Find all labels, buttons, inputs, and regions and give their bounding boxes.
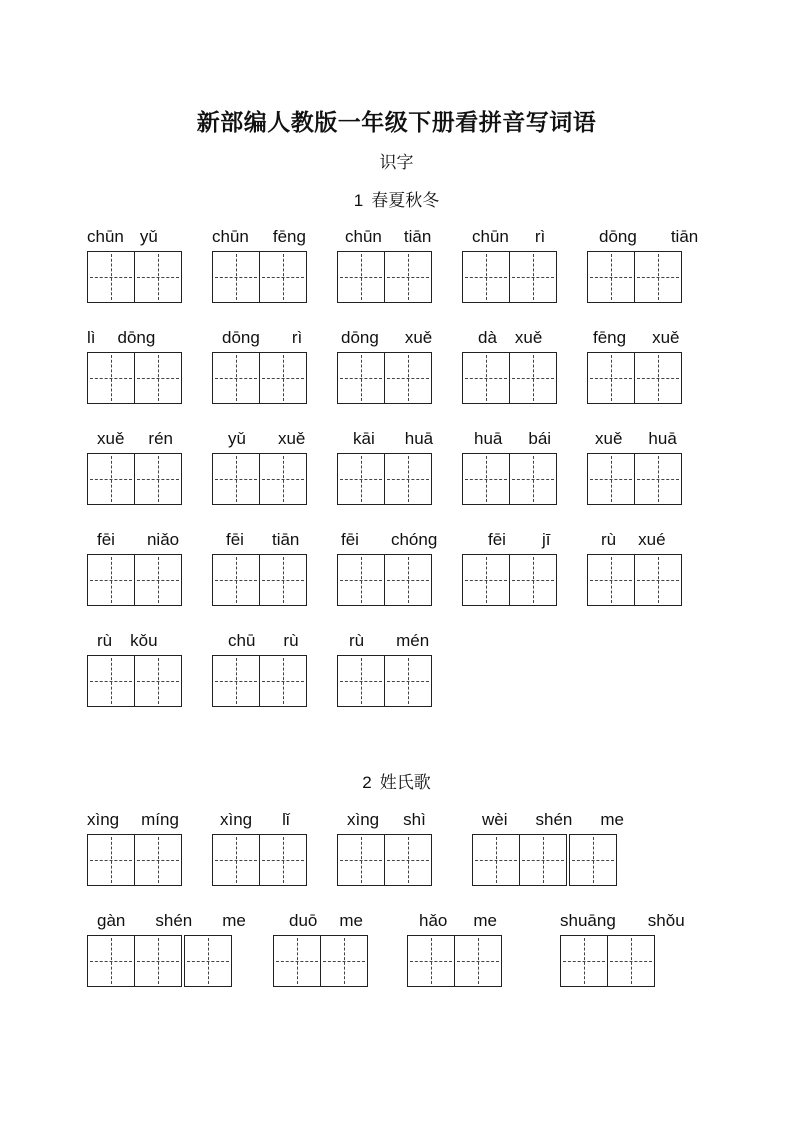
writing-box[interactable] xyxy=(259,352,307,404)
pinyin xyxy=(337,327,432,349)
writing-grid xyxy=(87,453,182,505)
pinyin-syllable: shuāng xyxy=(560,911,616,930)
pinyin xyxy=(462,226,545,248)
writing-box[interactable] xyxy=(384,834,432,886)
pinyin xyxy=(87,529,179,551)
writing-grid xyxy=(587,453,682,505)
pinyin xyxy=(587,428,677,450)
writing-grid xyxy=(587,251,682,303)
pinyin xyxy=(462,327,542,349)
pinyin-syllable: huā xyxy=(404,429,434,448)
writing-box[interactable] xyxy=(560,935,608,987)
lesson-number: 2 xyxy=(362,773,372,792)
writing-box[interactable] xyxy=(587,453,635,505)
writing-grid xyxy=(212,554,307,606)
writing-box[interactable] xyxy=(634,251,682,303)
pinyin-syllable: wèi xyxy=(482,810,508,829)
pinyin-syllable: rù xyxy=(97,631,113,650)
pinyin xyxy=(587,226,698,248)
writing-box[interactable] xyxy=(212,251,260,303)
pinyin-syllable: xìng xyxy=(347,810,380,829)
pinyin xyxy=(560,910,685,932)
pinyin-syllable: rén xyxy=(148,429,173,448)
pinyin-syllable: dōng xyxy=(341,328,379,347)
pinyin-syllable: huā xyxy=(648,429,677,448)
writing-box[interactable] xyxy=(134,251,182,303)
writing-grid xyxy=(462,554,557,606)
pinyin-syllable: fēi xyxy=(341,530,359,549)
pinyin-syllable: dà xyxy=(478,328,497,347)
writing-grid xyxy=(407,935,502,987)
pinyin-syllable: xuě xyxy=(97,429,125,448)
writing-grid xyxy=(87,834,182,886)
writing-box[interactable] xyxy=(454,935,502,987)
pinyin xyxy=(472,809,624,831)
pinyin-syllable: rì xyxy=(534,227,546,246)
pinyin-syllable: shén xyxy=(155,911,193,930)
pinyin-syllable: huā xyxy=(474,429,503,448)
writing-box[interactable] xyxy=(87,655,135,707)
pinyin-syllable: xìng xyxy=(220,810,253,829)
writing-grid xyxy=(337,834,432,886)
writing-grid xyxy=(337,453,432,505)
pinyin xyxy=(337,630,429,652)
writing-box[interactable] xyxy=(384,453,432,505)
pinyin-syllable: duō xyxy=(289,911,318,930)
writing-box[interactable] xyxy=(462,251,510,303)
pinyin-syllable: lì xyxy=(87,328,96,347)
writing-box[interactable] xyxy=(259,251,307,303)
pinyin-syllable: tiān xyxy=(403,227,432,246)
pinyin-syllable: xuě xyxy=(404,328,433,347)
pinyin-syllable: fēi xyxy=(97,530,115,549)
pinyin-syllable: rù xyxy=(349,631,365,650)
writing-box[interactable] xyxy=(337,251,385,303)
pinyin-syllable: fēi xyxy=(488,530,506,549)
writing-box[interactable] xyxy=(134,554,182,606)
writing-box[interactable] xyxy=(337,352,385,404)
writing-grid xyxy=(87,935,232,987)
pinyin-syllable: chóng xyxy=(390,530,438,549)
writing-box[interactable] xyxy=(587,251,635,303)
pinyin-syllable: rù xyxy=(601,530,617,549)
writing-box[interactable] xyxy=(259,834,307,886)
writing-box[interactable] xyxy=(212,834,260,886)
pinyin-syllable: me xyxy=(222,911,246,930)
writing-grid xyxy=(337,554,432,606)
pinyin-syllable: shǒu xyxy=(647,911,685,930)
writing-box[interactable] xyxy=(519,834,567,886)
pinyin-syllable: fēi xyxy=(226,530,244,549)
writing-box[interactable] xyxy=(607,935,655,987)
pinyin xyxy=(87,910,246,932)
pinyin-syllable: kǒu xyxy=(130,631,158,650)
pinyin xyxy=(212,630,299,652)
writing-box[interactable] xyxy=(337,554,385,606)
pinyin-syllable: gàn xyxy=(97,911,126,930)
writing-box[interactable] xyxy=(87,554,135,606)
writing-box[interactable] xyxy=(134,352,182,404)
writing-box[interactable] xyxy=(384,554,432,606)
pinyin xyxy=(212,327,302,349)
pinyin xyxy=(462,428,551,450)
writing-box[interactable] xyxy=(320,935,368,987)
lesson-name: 春夏秋冬 xyxy=(371,191,440,211)
pinyin-syllable: xué xyxy=(638,530,666,549)
writing-box[interactable] xyxy=(87,834,135,886)
writing-box[interactable] xyxy=(337,834,385,886)
writing-grid xyxy=(337,352,432,404)
writing-box[interactable] xyxy=(509,453,557,505)
writing-box[interactable] xyxy=(384,655,432,707)
writing-box[interactable] xyxy=(569,834,617,886)
pinyin xyxy=(87,226,158,248)
pinyin-syllable: fēng xyxy=(593,328,627,347)
writing-box[interactable] xyxy=(472,834,520,886)
pinyin-syllable: chūn xyxy=(87,227,124,246)
pinyin xyxy=(407,910,497,932)
writing-grid xyxy=(462,251,557,303)
writing-grid xyxy=(87,655,182,707)
writing-box[interactable] xyxy=(87,935,135,987)
writing-box[interactable] xyxy=(634,352,682,404)
pinyin-syllable: kāi xyxy=(353,429,375,448)
pinyin-syllable: chūn xyxy=(345,227,382,246)
pinyin-syllable: fēng xyxy=(272,227,306,246)
pinyin xyxy=(212,529,299,551)
writing-grid xyxy=(462,453,557,505)
writing-box[interactable] xyxy=(212,352,260,404)
pinyin-syllable: lǐ xyxy=(282,810,290,829)
writing-grid xyxy=(87,554,182,606)
pinyin xyxy=(587,529,666,551)
writing-box[interactable] xyxy=(462,352,510,404)
writing-box[interactable] xyxy=(184,935,232,987)
pinyin xyxy=(587,327,680,349)
writing-box[interactable] xyxy=(462,554,510,606)
pinyin xyxy=(212,809,290,831)
pinyin-syllable: mén xyxy=(396,631,430,650)
writing-box[interactable] xyxy=(462,453,510,505)
pinyin xyxy=(87,428,173,450)
pinyin-syllable: xuě xyxy=(595,429,623,448)
pinyin-syllable: rì xyxy=(291,328,303,347)
pinyin-syllable: xuě xyxy=(277,429,306,448)
pinyin xyxy=(337,428,433,450)
writing-box[interactable] xyxy=(134,935,182,987)
writing-box[interactable] xyxy=(212,453,260,505)
section-subtitle: 识字 xyxy=(379,153,414,173)
lesson-heading-1 xyxy=(0,186,793,211)
pinyin-syllable: xuě xyxy=(652,328,680,347)
pinyin xyxy=(273,910,363,932)
pinyin-syllable: niǎo xyxy=(146,530,180,549)
writing-grid xyxy=(212,655,307,707)
writing-grid xyxy=(337,655,432,707)
writing-box[interactable] xyxy=(259,453,307,505)
pinyin-syllable: jī xyxy=(541,530,551,549)
writing-grid xyxy=(587,352,682,404)
pinyin xyxy=(337,226,431,248)
writing-grid xyxy=(212,834,307,886)
pinyin-syllable: chū xyxy=(228,631,256,650)
writing-box[interactable] xyxy=(212,554,260,606)
writing-grid xyxy=(337,251,432,303)
pinyin-syllable: chūn xyxy=(212,227,249,246)
writing-box[interactable] xyxy=(273,935,321,987)
writing-box[interactable] xyxy=(87,352,135,404)
pinyin xyxy=(337,809,426,831)
writing-grid xyxy=(273,935,368,987)
pinyin-syllable: míng xyxy=(141,810,179,829)
pinyin-syllable: dōng xyxy=(222,328,260,347)
lesson-name: 姓氏歌 xyxy=(379,773,431,793)
writing-box[interactable] xyxy=(259,655,307,707)
pinyin-syllable: me xyxy=(473,911,497,930)
pinyin xyxy=(462,529,550,551)
writing-box[interactable] xyxy=(212,655,260,707)
writing-box[interactable] xyxy=(87,251,135,303)
pinyin-syllable: hǎo xyxy=(419,911,448,930)
pinyin-syllable: yǔ xyxy=(228,429,246,448)
writing-box[interactable] xyxy=(134,834,182,886)
pinyin-syllable: yǔ xyxy=(139,227,158,246)
writing-box[interactable] xyxy=(587,352,635,404)
writing-box[interactable] xyxy=(87,453,135,505)
pinyin-syllable: shén xyxy=(535,810,573,829)
writing-grid xyxy=(87,251,182,303)
writing-grid xyxy=(87,352,182,404)
writing-box[interactable] xyxy=(337,453,385,505)
pinyin-syllable: tiān xyxy=(670,227,699,246)
writing-grid xyxy=(472,834,617,886)
page-title: 新部编人教版一年级下册看拼音写词语 xyxy=(196,109,597,136)
writing-box[interactable] xyxy=(634,453,682,505)
writing-box[interactable] xyxy=(634,554,682,606)
writing-box[interactable] xyxy=(134,453,182,505)
pinyin-syllable: xuě xyxy=(514,328,543,347)
writing-box[interactable] xyxy=(384,352,432,404)
writing-grid xyxy=(462,352,557,404)
pinyin-syllable: dōng xyxy=(599,227,637,246)
writing-grid xyxy=(212,352,307,404)
pinyin xyxy=(212,226,306,248)
lesson-number: 1 xyxy=(353,191,364,210)
writing-grid xyxy=(560,935,655,987)
writing-grid xyxy=(212,251,307,303)
pinyin xyxy=(87,809,179,831)
writing-box[interactable] xyxy=(587,554,635,606)
writing-box[interactable] xyxy=(134,655,182,707)
pinyin-syllable: tiān xyxy=(271,530,300,549)
writing-box[interactable] xyxy=(407,935,455,987)
pinyin-syllable: shì xyxy=(403,810,426,829)
pinyin xyxy=(337,529,437,551)
pinyin-syllable: me xyxy=(339,911,363,930)
pinyin-syllable: me xyxy=(600,810,625,829)
pinyin-syllable: rù xyxy=(283,631,299,650)
writing-box[interactable] xyxy=(509,352,557,404)
pinyin xyxy=(87,630,158,652)
pinyin-syllable: bái xyxy=(528,429,552,448)
pinyin xyxy=(87,327,155,349)
writing-box[interactable] xyxy=(384,251,432,303)
pinyin xyxy=(212,428,305,450)
pinyin-syllable: chūn xyxy=(472,227,509,246)
lesson-heading-2 xyxy=(0,768,793,793)
pinyin-syllable: xìng xyxy=(87,810,120,829)
writing-box[interactable] xyxy=(509,554,557,606)
writing-box[interactable] xyxy=(509,251,557,303)
writing-box[interactable] xyxy=(337,655,385,707)
writing-grid xyxy=(212,453,307,505)
writing-box[interactable] xyxy=(259,554,307,606)
writing-grid xyxy=(587,554,682,606)
pinyin-syllable: dōng xyxy=(117,328,156,347)
